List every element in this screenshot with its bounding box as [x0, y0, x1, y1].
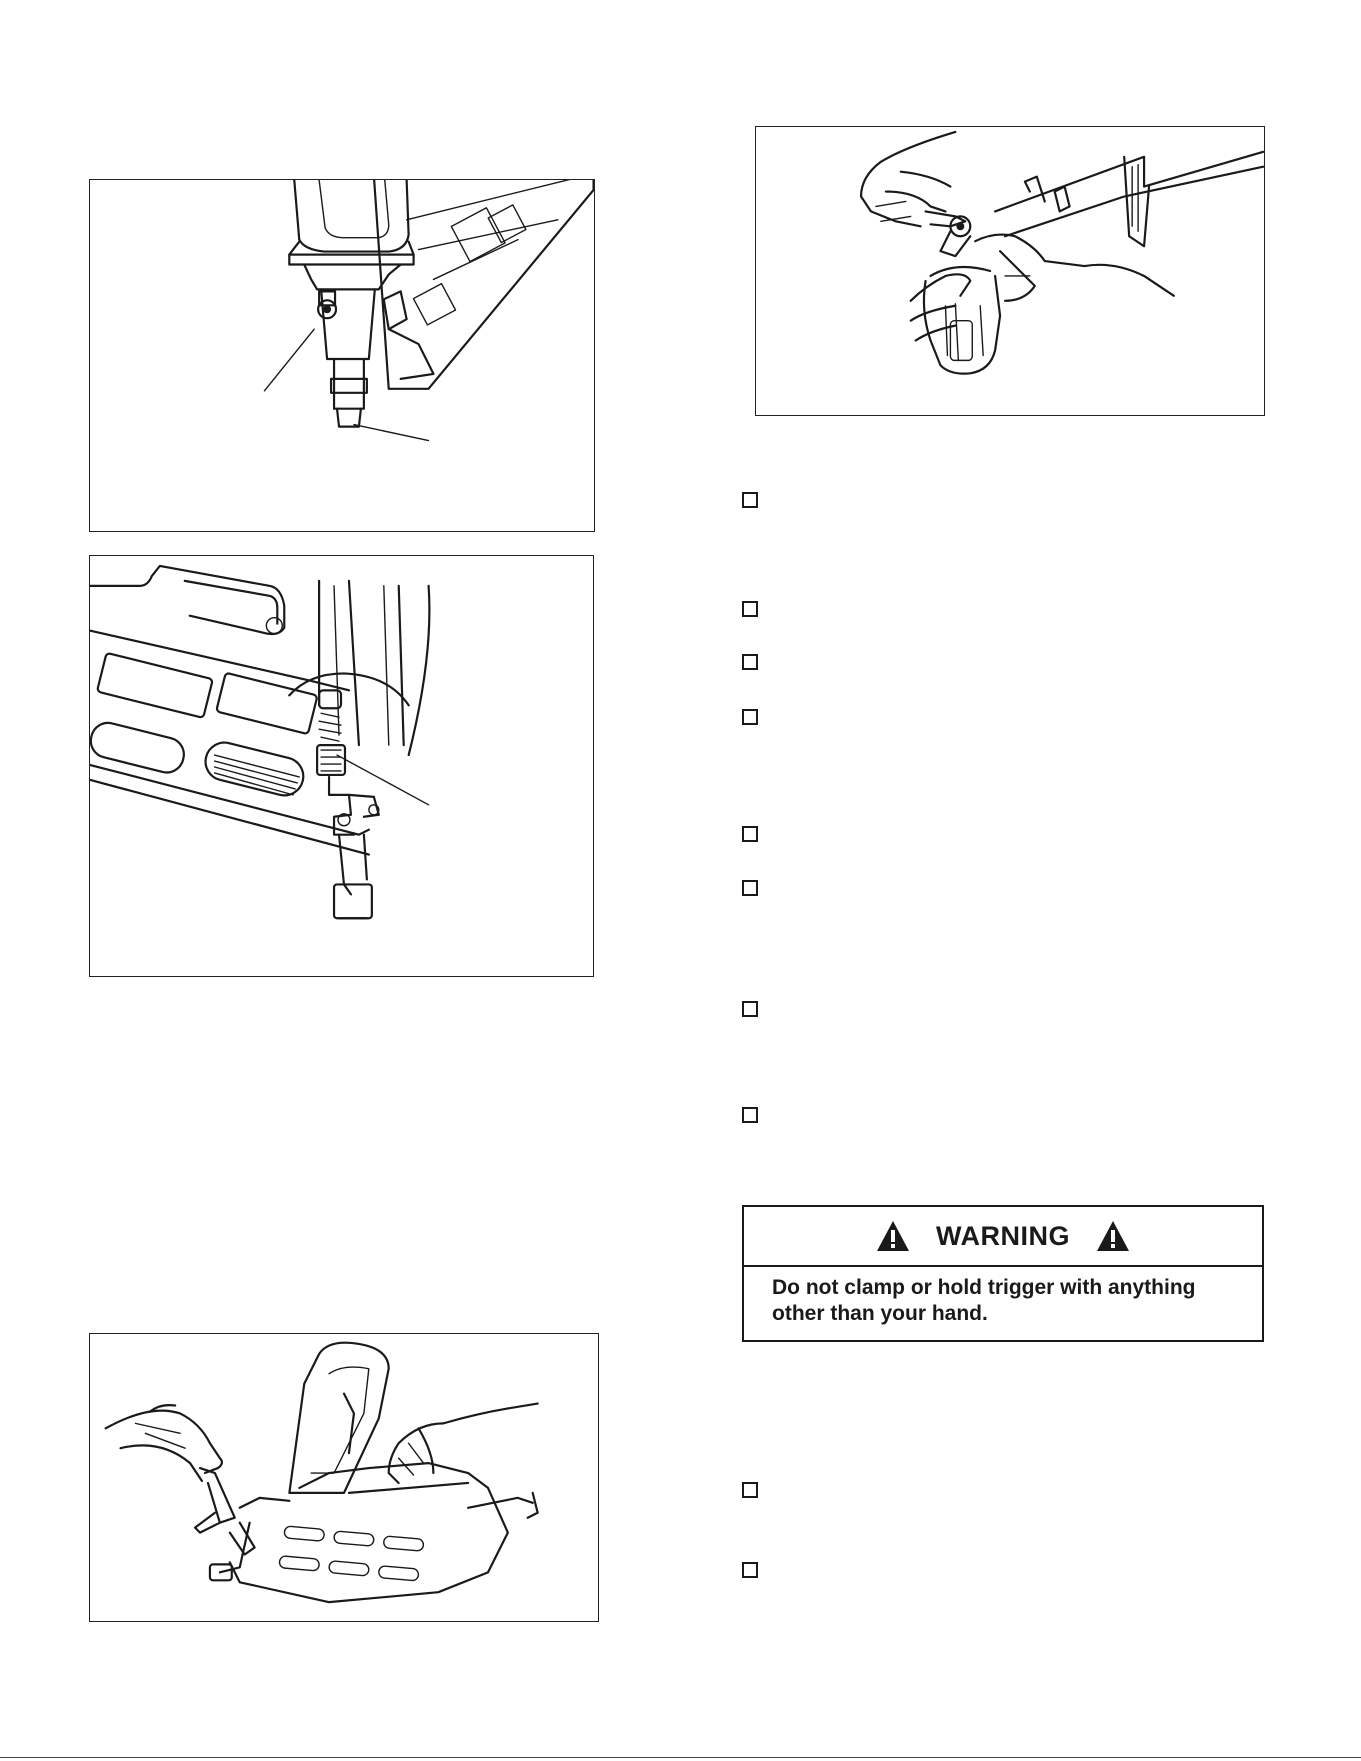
warning-header: [744, 1207, 1262, 1267]
checklist-box-8[interactable]: [742, 1107, 758, 1123]
page-footer-rule: [0, 1757, 1361, 1758]
warning-title: WARNING: [936, 1220, 1070, 1251]
checklist-box-1[interactable]: [742, 492, 758, 508]
figure-trigger-spring: [89, 555, 594, 977]
warning-text: Do not clamp or hold trigger with anything other than your hand.: [772, 1276, 1196, 1325]
checklist-box-2[interactable]: [742, 601, 758, 617]
figure-nose-adjustment: [89, 179, 595, 532]
checklist-box-7[interactable]: [742, 1001, 758, 1017]
warning-triangle-icon: [1096, 1220, 1130, 1252]
checklist-box-3[interactable]: [742, 654, 758, 670]
figure-nail-removal: [89, 1333, 599, 1622]
warning-box: [742, 1205, 1264, 1342]
driver-check-illustration: [756, 127, 1264, 415]
checklist-box-9[interactable]: [742, 1482, 758, 1498]
checklist-box-5[interactable]: [742, 826, 758, 842]
checklist-box-6[interactable]: [742, 880, 758, 896]
checklist-box-4[interactable]: [742, 709, 758, 725]
warning-triangle-icon: [876, 1220, 910, 1252]
nail-removal-illustration: [90, 1334, 598, 1621]
checklist-box-10[interactable]: [742, 1562, 758, 1578]
trigger-spring-illustration: [90, 556, 593, 976]
nailer-nose-illustration: [90, 180, 594, 531]
figure-driver-check: [755, 126, 1265, 416]
